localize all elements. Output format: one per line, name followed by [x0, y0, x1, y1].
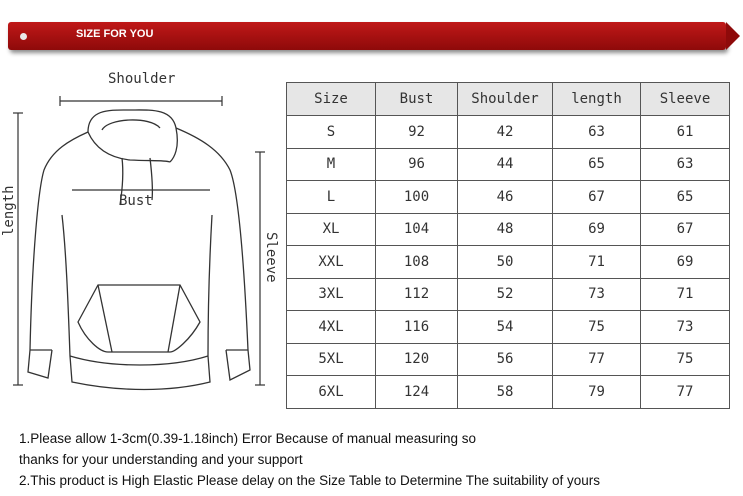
cell-bust: 104: [376, 213, 458, 246]
table-row: [287, 181, 730, 214]
table-row: [287, 246, 730, 279]
cell-shoulder: 54: [458, 311, 553, 344]
cell-bust: 112: [376, 278, 458, 311]
table-header-row: [287, 83, 730, 116]
cell-shoulder: 42: [458, 116, 553, 149]
size-table: [286, 82, 730, 409]
cell-sleeve: 71: [641, 278, 730, 311]
cell-shoulder: 52: [458, 278, 553, 311]
banner-title: SIZE FOR YOU: [76, 28, 154, 40]
cell-shoulder: 48: [458, 213, 553, 246]
cell-bust: 116: [376, 311, 458, 344]
cell-shoulder: 56: [458, 343, 553, 376]
cell-shoulder: 44: [458, 148, 553, 181]
cell-length: 77: [553, 343, 641, 376]
header-length: length: [553, 83, 641, 116]
table-row: [287, 343, 730, 376]
cell-length: 75: [553, 311, 641, 344]
cell-size: L: [287, 181, 376, 214]
table-row: [287, 148, 730, 181]
bust-label: Bust: [119, 193, 153, 209]
header-shoulder: Shoulder: [458, 83, 553, 116]
cell-bust: 100: [376, 181, 458, 214]
cell-sleeve: 63: [641, 148, 730, 181]
cell-size: 3XL: [287, 278, 376, 311]
cell-size: XXL: [287, 246, 376, 279]
length-label: length: [1, 185, 17, 236]
cell-size: XL: [287, 213, 376, 246]
cell-sleeve: 67: [641, 213, 730, 246]
cell-size: 4XL: [287, 311, 376, 344]
header-bust: Bust: [376, 83, 458, 116]
note-line: 1.Please allow 1-3cm(0.39-1.18inch) Error Because of manual measuring so: [19, 431, 476, 446]
cell-length: 73: [553, 278, 641, 311]
cell-bust: 108: [376, 246, 458, 279]
table-row: [287, 376, 730, 409]
header-sleeve: Sleeve: [641, 83, 730, 116]
cell-size: S: [287, 116, 376, 149]
cell-sleeve: 65: [641, 181, 730, 214]
cell-bust: 96: [376, 148, 458, 181]
cell-length: 65: [553, 148, 641, 181]
hoodie-diagram: [0, 60, 285, 420]
cell-sleeve: 75: [641, 343, 730, 376]
cell-sleeve: 69: [641, 246, 730, 279]
cell-length: 67: [553, 181, 641, 214]
note-line: 2.This product is High Elastic Please delay on the Size Table to Determine The suitability of yours: [19, 473, 601, 488]
bullet-dot-icon: [20, 33, 27, 40]
table-row: [287, 116, 730, 149]
cell-length: 71: [553, 246, 641, 279]
cell-sleeve: 73: [641, 311, 730, 344]
header-size: Size: [287, 83, 376, 116]
cell-length: 69: [553, 213, 641, 246]
sleeve-label: Sleeve: [263, 232, 279, 283]
cell-bust: 120: [376, 343, 458, 376]
shoulder-label: Shoulder: [108, 71, 176, 87]
cell-length: 79: [553, 376, 641, 409]
table-row: [287, 213, 730, 246]
cell-shoulder: 50: [458, 246, 553, 279]
table-row: [287, 311, 730, 344]
cell-bust: 124: [376, 376, 458, 409]
cell-bust: 92: [376, 116, 458, 149]
cell-shoulder: 46: [458, 181, 553, 214]
cell-size: 6XL: [287, 376, 376, 409]
cell-size: 5XL: [287, 343, 376, 376]
cell-length: 63: [553, 116, 641, 149]
cell-shoulder: 58: [458, 376, 553, 409]
header-banner: [8, 22, 726, 50]
note-line: thanks for your understanding and your support: [19, 452, 303, 467]
banner-arrow-tail: [726, 22, 740, 50]
cell-sleeve: 61: [641, 116, 730, 149]
table-row: [287, 278, 730, 311]
cell-size: M: [287, 148, 376, 181]
cell-sleeve: 77: [641, 376, 730, 409]
size-notes: [19, 428, 600, 491]
